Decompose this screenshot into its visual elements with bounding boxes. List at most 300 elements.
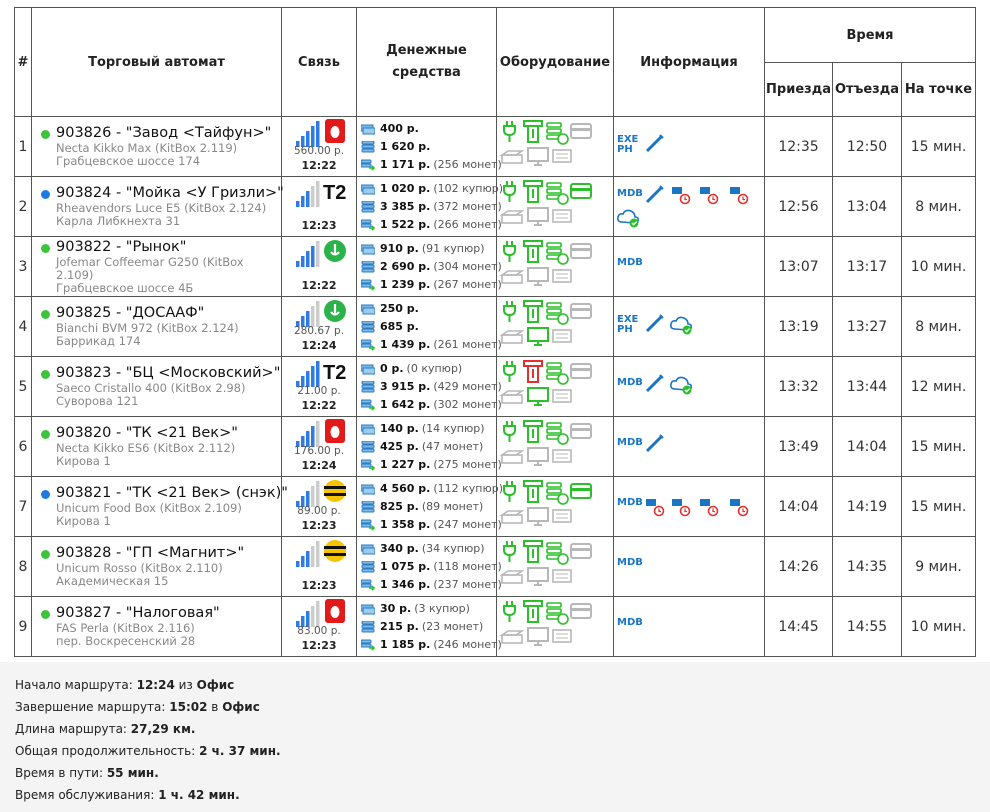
status-dot (41, 550, 50, 559)
signal-icon (296, 601, 320, 627)
collected-amount: 1 358 р. (380, 517, 431, 531)
coins-amount: 3 385 р. (380, 199, 431, 213)
coin-mech-icon (547, 123, 568, 144)
sim-balance: 280.67 р. (293, 325, 345, 337)
card-reader-icon (571, 544, 591, 558)
machine-model: Necta Kikko Max (KitBox 2.119) (56, 141, 238, 155)
machine-title[interactable]: 903824 - "Мойка <У Гризли>" (56, 185, 284, 201)
exe-ph-label: EXE PH (617, 314, 639, 335)
arrival-time: 13:07 (765, 237, 833, 297)
bills-count: (102 купюр) (433, 181, 503, 195)
mdb-label: MDB (617, 257, 643, 268)
equipment-icons (497, 357, 614, 412)
collected-line (361, 156, 502, 174)
row-number: 4 (15, 297, 32, 357)
info-wrench (644, 372, 666, 398)
device-box-icon (502, 211, 522, 223)
mdb-label: MDB (617, 617, 643, 628)
truck-alert-icon (670, 183, 692, 205)
card-reader-icon (571, 364, 591, 378)
monitor-icon (528, 508, 548, 525)
coin-mech-icon (547, 423, 568, 444)
col-info-header: Информация (614, 8, 765, 117)
card-reader-icon (571, 184, 591, 198)
equipment-icons (497, 597, 614, 652)
signal-icon (296, 301, 320, 327)
connection-time: 12:23 (301, 639, 337, 652)
summary-length-value: 27,29 км. (130, 722, 196, 736)
power-icon (504, 301, 515, 322)
machine-cell[interactable] (32, 357, 282, 417)
mdb-label: MDB (617, 377, 643, 388)
machine-address: Кирова 1 (56, 514, 111, 528)
beeline-logo-icon (323, 479, 347, 503)
machine-address: Академическая 15 (56, 574, 169, 588)
bill-acceptor-icon (524, 121, 542, 142)
collected-icon (361, 399, 375, 411)
bill-acceptor-icon (524, 361, 542, 382)
coins-amount: 1 075 р. (380, 559, 431, 573)
row-number: 2 (15, 177, 32, 237)
monitor-icon (528, 448, 548, 465)
connection-time: 12:23 (301, 519, 337, 532)
bills-line (361, 360, 496, 378)
collected-count: (237 монет) (433, 577, 502, 591)
machine-cell[interactable] (32, 417, 282, 477)
collected-icon (361, 459, 375, 471)
collected-icon (361, 639, 375, 651)
info-alert-truck (670, 495, 692, 521)
equipment-cell (497, 237, 614, 297)
wrench-icon (644, 312, 666, 334)
money-cell (357, 297, 502, 357)
table-row[interactable] (15, 477, 976, 537)
table-row[interactable] (15, 117, 976, 177)
info-cell (614, 357, 765, 417)
summary-length (15, 722, 195, 736)
bills-amount: 4 560 р. (380, 481, 431, 495)
summary-start-place: Офис (196, 678, 235, 692)
bills-line (361, 420, 496, 438)
connection-cell (282, 237, 357, 297)
collected-icon (361, 219, 375, 231)
bill-acceptor-icon (524, 481, 542, 502)
status-dot (41, 490, 50, 499)
bills-icon (361, 123, 375, 135)
coins-icon (361, 261, 375, 273)
bills-line (361, 600, 496, 618)
coins-amount: 1 620 р. (380, 139, 431, 153)
machine-address: Карла Либкнехта 31 (56, 214, 181, 228)
bills-amount: 0 р. (380, 361, 404, 375)
coins-icon (361, 201, 375, 213)
power-icon (504, 541, 515, 562)
coin-mech-icon (547, 243, 568, 264)
coins-count: (118 монет) (433, 559, 502, 573)
bills-line (361, 300, 496, 318)
collected-amount: 1 227 р. (380, 457, 431, 471)
coin-mech-icon (547, 363, 568, 384)
summary-total (15, 744, 281, 758)
departure-time: 13:27 (833, 297, 902, 357)
info-wrench (644, 312, 666, 338)
cup-alert-icon (644, 495, 666, 517)
connection-cell (282, 297, 357, 357)
info-cloud (669, 375, 695, 399)
info-alert-truck (670, 183, 692, 209)
summary-start-time: 12:24 (136, 678, 175, 692)
coins-line (361, 558, 502, 576)
equipment-cell (497, 357, 614, 417)
arrival-time: 13:19 (765, 297, 833, 357)
info-cell (614, 237, 765, 297)
machine-cell[interactable] (32, 177, 282, 237)
coins-count: (23 монет) (421, 619, 484, 633)
stay-duration: 10 мин. (902, 237, 976, 297)
table-row[interactable] (15, 237, 976, 297)
server-icon (553, 270, 571, 282)
coins-line (361, 318, 496, 336)
coins-line (361, 198, 502, 216)
collected-line (361, 216, 502, 234)
stay-duration: 8 мин. (902, 177, 976, 237)
row-number: 8 (15, 537, 32, 597)
exe-ph-label: EXE PH (617, 134, 639, 155)
machine-model: Necta Kikko ES6 (KitBox 2.112) (56, 441, 236, 455)
coins-count: (372 монет) (433, 199, 502, 213)
machine-title[interactable]: 903825 - "ДОСААФ" (56, 305, 205, 321)
coin-mech-icon (547, 543, 568, 564)
machine-title-row (38, 305, 281, 322)
svg-text:T2: T2 (323, 362, 347, 383)
row-number: 3 (15, 237, 32, 297)
money-header-text: Денежные средства (386, 43, 467, 80)
machine-cell[interactable] (32, 117, 282, 177)
t2-logo-icon (323, 359, 347, 383)
collected-icon (361, 339, 375, 351)
summary-start-from: из (178, 678, 193, 692)
stay-duration: 15 мин. (902, 477, 976, 537)
table-row[interactable] (15, 417, 976, 477)
bills-line (361, 540, 496, 558)
machine-title[interactable]: 903823 - "БЦ <Московский>" (56, 365, 281, 381)
equipment-icons (497, 537, 614, 592)
mdb-label: MDB (617, 437, 643, 448)
money-cell (357, 417, 502, 477)
collected-count: (275 монет) (433, 457, 502, 471)
coins-icon (361, 141, 375, 153)
machine-cell[interactable] (32, 597, 282, 657)
departure-time: 14:55 (833, 597, 902, 657)
sim-balance: 560.00 р. (293, 145, 345, 157)
power-icon (504, 181, 515, 202)
equipment-cell (497, 537, 614, 597)
bills-amount: 140 р. (380, 421, 419, 435)
bills-amount: 1 020 р. (380, 181, 431, 195)
truck-alert-icon (670, 495, 692, 517)
col-conn-header: Связь (282, 8, 357, 117)
collected-amount: 1 239 р. (380, 277, 431, 291)
bills-count: (34 купюр) (421, 541, 485, 555)
info-cell (614, 597, 765, 657)
info-alert-cart (698, 495, 720, 521)
coin-mech-icon (547, 483, 568, 504)
collected-amount: 1 171 р. (380, 157, 431, 171)
equipment-cell (497, 117, 614, 177)
signal-icon (296, 361, 320, 387)
wrench-icon (644, 432, 666, 454)
coins-amount: 215 р. (380, 619, 419, 633)
equipment-icons (497, 417, 614, 472)
summary-travel (15, 766, 159, 780)
route-table-body (15, 117, 976, 657)
row-number: 5 (15, 357, 32, 417)
arrival-time: 14:26 (765, 537, 833, 597)
info-cell (614, 297, 765, 357)
sim-balance: 176.00 р. (293, 445, 345, 457)
server-icon (553, 510, 571, 522)
status-dot (41, 190, 50, 199)
table-row[interactable] (15, 357, 976, 417)
departure-time: 13:44 (833, 357, 902, 417)
monitor-icon (528, 268, 548, 285)
info-cloud (616, 208, 642, 232)
arrival-time: 12:56 (765, 177, 833, 237)
machine-title-row (38, 485, 288, 502)
bills-amount: 250 р. (380, 301, 419, 315)
col-machine-header: Торговый автомат (32, 8, 282, 117)
cloud-ok-icon (616, 208, 642, 228)
bills-icon (361, 483, 375, 495)
machine-address: Кирова 1 (56, 454, 111, 468)
device-box-icon (502, 331, 522, 343)
route-table (14, 7, 976, 657)
summary-start (15, 678, 234, 692)
monitor-icon (528, 328, 548, 345)
info-wrench (644, 132, 666, 158)
collected-line (361, 456, 502, 474)
signal-icon (296, 121, 320, 147)
collected-line (361, 636, 502, 654)
bills-line (361, 180, 503, 198)
summary-total-label: Общая продолжительность: (15, 744, 196, 758)
cart-alert-icon (698, 495, 720, 517)
info-cloud (669, 315, 695, 339)
server-icon (553, 630, 571, 642)
bills-count: (3 купюр) (414, 601, 470, 615)
collected-count: (302 монет) (433, 397, 502, 411)
megafon-logo-icon (323, 239, 347, 263)
mts-logo-icon (323, 119, 347, 143)
money-alert-icon (728, 495, 750, 517)
bill-acceptor-icon (524, 181, 542, 202)
departure-time: 13:17 (833, 237, 902, 297)
collected-line (361, 276, 502, 294)
machine-title[interactable]: 903822 - "Рынок" (56, 238, 187, 255)
bills-icon (361, 243, 375, 255)
server-icon (553, 570, 571, 582)
status-dot (41, 130, 50, 139)
machine-cell[interactable] (32, 477, 288, 537)
info-alert-money (728, 495, 750, 521)
collected-line (361, 336, 502, 354)
info-cell (614, 537, 765, 597)
machine-title-row (38, 125, 281, 142)
monitor-icon (528, 148, 548, 165)
server-icon (553, 210, 571, 222)
bills-amount: 340 р. (380, 541, 419, 555)
bills-count: (14 купюр) (421, 421, 485, 435)
coin-mech-icon (547, 183, 568, 204)
coins-icon (361, 621, 375, 633)
coins-amount: 825 р. (380, 499, 419, 513)
cart-alert-icon (698, 183, 720, 205)
coins-line (361, 258, 502, 276)
machine-model: Jofemar Coffeemar G250 (KitBox 2.109) (56, 254, 244, 282)
machine-model: Unicum Rosso (KitBox 2.110) (56, 561, 223, 575)
coin-mech-icon (547, 303, 568, 324)
summary-service-label: Время обслуживания: (15, 788, 155, 802)
table-row[interactable] (15, 597, 976, 657)
stay-duration: 9 мин. (902, 537, 976, 597)
col-time-header: Время (765, 8, 976, 63)
sim-balance: 89.00 р. (297, 505, 341, 517)
money-cell (357, 597, 502, 657)
status-dot (41, 610, 50, 619)
signal-icon (296, 181, 320, 207)
machine-cell[interactable] (32, 537, 282, 597)
card-reader-icon (571, 304, 591, 318)
machine-cell[interactable] (32, 297, 282, 357)
money-alert-icon (728, 183, 750, 205)
card-reader-icon (571, 424, 591, 438)
collected-icon (361, 519, 375, 531)
coins-line (361, 618, 496, 636)
collected-icon (361, 279, 375, 291)
equipment-icons (497, 177, 614, 232)
device-box-icon (502, 391, 522, 403)
departure-time: 13:04 (833, 177, 902, 237)
connection-cell (282, 477, 357, 537)
connection-cell (282, 357, 357, 417)
money-cell (357, 117, 502, 177)
equipment-cell (497, 597, 614, 657)
coins-count: (89 монет) (421, 499, 484, 513)
machine-cell[interactable] (32, 237, 282, 297)
connection-time: 12:23 (301, 579, 337, 592)
arrival-time: 14:04 (765, 477, 833, 537)
bills-icon (361, 303, 375, 315)
collected-amount: 1 642 р. (380, 397, 431, 411)
coins-icon (361, 561, 375, 573)
machine-address: Баррикад 174 (56, 334, 141, 348)
device-box-icon (502, 631, 522, 643)
bills-icon (361, 543, 375, 555)
collected-count: (246 монет) (433, 637, 502, 651)
coins-icon (361, 501, 375, 513)
summary-travel-value: 55 мин. (106, 766, 159, 780)
coins-count: (47 монет) (421, 439, 484, 453)
machine-title[interactable]: 903821 - "ТК <21 Век> (снэк)" (56, 485, 288, 501)
bills-line (361, 120, 496, 138)
machine-address: Грабцевское шоссе 4Б (56, 280, 194, 295)
info-alert-money (728, 183, 750, 209)
equipment-cell (497, 477, 614, 537)
stay-duration: 8 мин. (902, 297, 976, 357)
sim-balance: 83.00 р. (297, 625, 341, 637)
machine-model: Rheavendors Luce E5 (KitBox 2.124) (56, 201, 267, 215)
collected-count: (256 монет) (433, 157, 502, 171)
coins-amount: 3 915 р. (380, 379, 431, 393)
coins-icon (361, 381, 375, 393)
departure-time: 14:19 (833, 477, 902, 537)
bills-count: (0 купюр) (406, 361, 463, 375)
equipment-icons (497, 477, 614, 532)
connection-time: 12:22 (301, 399, 337, 412)
bills-icon (361, 183, 375, 195)
machine-title[interactable]: 903820 - "ТК <21 Век>" (56, 425, 238, 441)
beeline-logo-icon (323, 539, 347, 563)
server-icon (553, 150, 571, 162)
col-num-header: # (15, 8, 32, 117)
connection-cell (282, 117, 357, 177)
stay-duration: 15 мин. (902, 117, 976, 177)
power-icon (504, 361, 515, 382)
equipment-cell (497, 297, 614, 357)
cloud-ok-icon (669, 375, 695, 395)
coins-amount: 2 690 р. (380, 259, 431, 273)
coins-amount: 685 р. (380, 319, 419, 333)
machine-title-row (38, 605, 281, 622)
bill-acceptor-icon (524, 421, 542, 442)
collected-count: (261 монет) (433, 337, 502, 351)
card-reader-icon (571, 124, 591, 138)
row-number: 9 (15, 597, 32, 657)
connection-time: 12:23 (301, 219, 337, 232)
machine-title[interactable]: 903826 - "Завод <Тайфун>" (56, 125, 272, 141)
col-money-header (357, 8, 497, 117)
table-row[interactable] (15, 177, 976, 237)
status-dot (41, 244, 50, 253)
bill-acceptor-icon (524, 541, 542, 562)
table-row[interactable] (15, 537, 976, 597)
status-dot (41, 430, 50, 439)
info-wrench (644, 432, 666, 458)
equipment-icons (497, 237, 614, 292)
table-row[interactable] (15, 297, 976, 357)
row-number: 1 (15, 117, 32, 177)
departure-time: 14:04 (833, 417, 902, 477)
collected-count: (266 монет) (433, 217, 502, 231)
monitor-icon (528, 628, 548, 645)
equipment-cell (497, 177, 614, 237)
device-box-icon (502, 151, 522, 163)
device-box-icon (502, 271, 522, 283)
machine-title[interactable]: 903828 - "ГП <Магнит>" (56, 545, 245, 561)
collected-icon (361, 579, 375, 591)
summary-end-label: Завершение маршрута: (15, 700, 166, 714)
coins-count: (429 монет) (433, 379, 502, 393)
bills-count: (112 купюр) (433, 481, 503, 495)
bills-line (361, 480, 503, 498)
status-dot (41, 370, 50, 379)
money-cell (357, 357, 502, 417)
bills-amount: 30 р. (380, 601, 412, 615)
info-cell (614, 177, 765, 237)
signal-icon (296, 241, 320, 267)
coins-icon (361, 321, 375, 333)
machine-title[interactable]: 903827 - "Налоговая" (56, 605, 220, 621)
